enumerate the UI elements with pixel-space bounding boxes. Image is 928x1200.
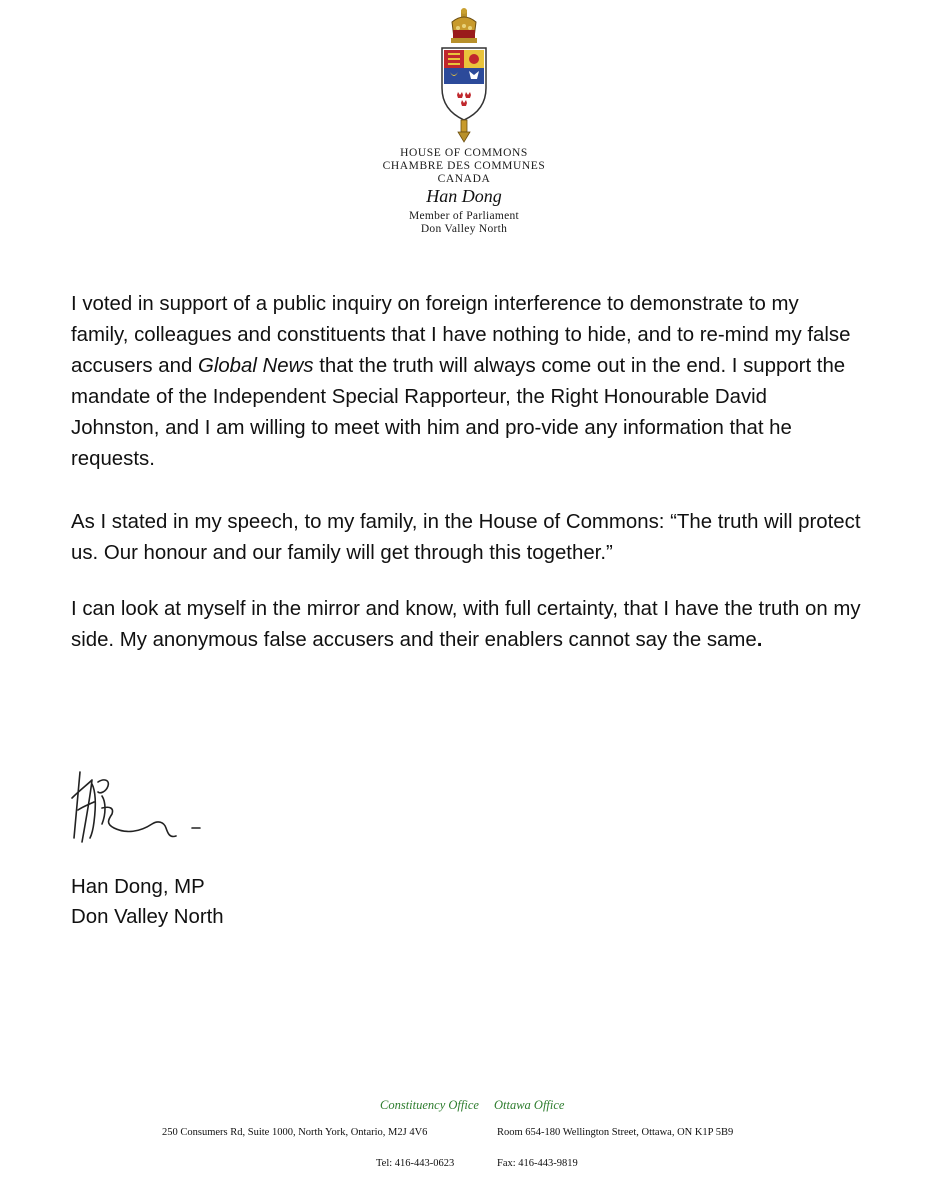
paragraph-3 <box>71 594 861 656</box>
house-of-commons-crest <box>428 8 500 144</box>
footer-constituency-label: Constituency Office <box>380 1098 479 1112</box>
letterhead-member-name: Han Dong <box>426 186 502 206</box>
paragraph-2: As I stated in my speech, to my family, in the House of Commons: “The truth will protect us. Our honour and our family will get through this together.” <box>71 511 861 564</box>
footer-fax: Fax: 416-443-9819 <box>497 1158 578 1169</box>
footer-ottawa-label: Ottawa Office <box>494 1098 565 1112</box>
footer-ottawa-address: Room 654-180 Wellington Street, Ottawa, ON K1P 5B9 <box>497 1127 734 1138</box>
letterhead-role: Member of Parliament <box>408 210 520 222</box>
footer-constituency-address: 250 Consumers Rd, Suite 1000, North York, Ontario, M2J 4V6 <box>162 1127 428 1138</box>
signer-name: Han Dong, MP <box>71 876 205 898</box>
paragraph-1 <box>71 289 861 475</box>
letterhead-canada: CANADA <box>437 173 491 185</box>
letterhead-riding: Don Valley North <box>420 223 508 235</box>
handwritten-signature <box>66 762 226 848</box>
letterhead-chambre-des-communes: CHAMBRE DES COMMUNES <box>382 160 546 172</box>
paragraph-3-text: I can look at myself in the mirror and know, with full certainty, that I have the truth on my side. My anonymous false accusers and their enablers cannot say the same <box>71 598 861 651</box>
signer-riding: Don Valley North <box>71 906 224 928</box>
paragraph-1-text: I voted in support of a public inquiry on foreign interference to demonstrate to my family, colleagues and constituents that I have nothing to hide, and to re-mind my false accusers and <box>71 293 851 377</box>
paragraph-1-italic: Global News <box>197 355 314 377</box>
footer-tel: Tel: 416-443-0623 <box>376 1158 455 1169</box>
paragraph-1-text-cont: that the truth will always come out in the end. I support the mandate of the Independent Special Rapporteur, the Right Honourable David Johnston, and I am willing to meet with him and pro-vide any information that he requests. <box>71 355 846 470</box>
paragraph-3-period: . <box>756 629 763 651</box>
letterhead-house-of-commons: HOUSE OF COMMONS <box>400 147 528 159</box>
